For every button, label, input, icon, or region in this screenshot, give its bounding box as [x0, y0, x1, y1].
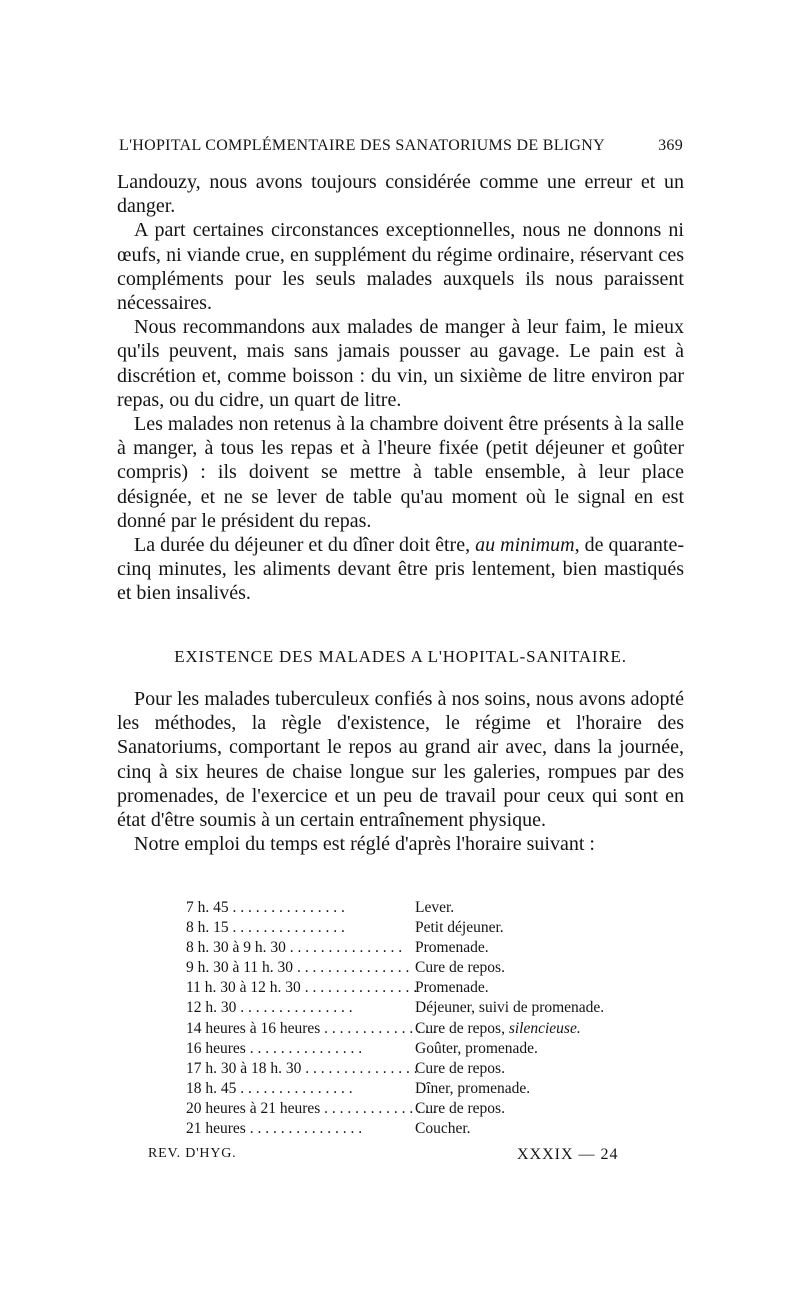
dot-leader: . . . . . . . . . . . . . . .: [320, 1099, 437, 1117]
footer-signature: XXXIX — 24: [517, 1146, 619, 1163]
paragraph-duration: [117, 533, 684, 606]
schedule-time: 21 heures: [186, 1120, 246, 1138]
schedule-activity: [415, 938, 666, 958]
activity-text: Promenade.: [415, 939, 489, 957]
body-text: [117, 170, 684, 606]
schedule-table: [186, 898, 666, 1139]
section-title: EXISTENCE DES MALADES A L'HOPITAL-SANITAIRE.: [174, 647, 627, 666]
activity-text: Petit déjeuner.: [415, 919, 504, 937]
schedule-row: [186, 1079, 666, 1099]
schedule-row: [186, 1099, 666, 1119]
dot-leader: . . . . . . . . . . . . . . .: [293, 959, 410, 977]
schedule-activity: [415, 998, 666, 1018]
running-header: [119, 137, 683, 155]
schedule-time-cell: [186, 1079, 415, 1099]
schedule-row: [186, 898, 666, 918]
schedule-row: [186, 1119, 666, 1139]
activity-text: Cure de repos.: [415, 1059, 505, 1077]
duration-emphasis: au minimum: [475, 534, 575, 557]
activity-text: Promenade.: [415, 979, 489, 997]
schedule-time-cell: [186, 1119, 415, 1139]
schedule-time-cell: [186, 1099, 437, 1119]
schedule-row: [186, 958, 666, 978]
dot-leader: . . . . . . . . . . . . . . .: [285, 939, 403, 957]
footer-journal: REV. D'HYG.: [148, 1146, 237, 1161]
schedule-activity: [415, 978, 666, 998]
schedule-row: [186, 1039, 666, 1059]
schedule-time: 17 h. 30 à 18 h. 30: [186, 1059, 302, 1077]
dot-leader: . . . . . . . . . . . . . . .: [236, 1079, 353, 1097]
schedule-time: 16 heures: [186, 1039, 246, 1057]
schedule-activity: [415, 1039, 666, 1059]
schedule-row: [186, 1019, 666, 1039]
schedule-time-cell: [186, 1039, 415, 1059]
paragraph: Landouzy, nous avons toujours considérée comme une erreur et un danger.: [117, 171, 684, 218]
activity-text: Cure de repos.: [415, 1099, 505, 1117]
activity-emphasis: silencieuse.: [508, 1019, 581, 1037]
activity-text: Coucher.: [415, 1120, 471, 1138]
schedule-activity: [415, 1059, 666, 1079]
page-number: 369: [658, 137, 683, 154]
schedule-time: 7 h. 45: [186, 899, 229, 916]
schedule-time: 12 h. 30: [186, 999, 237, 1017]
section-body: [117, 687, 684, 856]
schedule-activity: [415, 1119, 666, 1139]
dot-leader: . . . . . . . . . . . . . . .: [320, 1019, 437, 1037]
schedule-time-cell: [186, 918, 415, 938]
activity-text: Déjeuner, suivi de promenade.: [415, 999, 605, 1017]
header-title: L'HOPITAL COMPLÉMENTAIRE DES SANATORIUMS DE BLIGNY: [119, 137, 605, 154]
activity-text: Lever.: [415, 899, 455, 916]
dot-leader: . . . . . . . . . . . . . . .: [236, 999, 353, 1017]
schedule-activity: [415, 958, 666, 978]
paragraph: Notre emploi du temps est réglé d'après l'horaire suivant :: [134, 833, 595, 856]
schedule-time-cell: [186, 978, 418, 998]
activity-text: Cure de repos.: [415, 959, 505, 977]
duration-text-after: , de quarante-cinq minutes, les aliments devant être pris lentement, bien mastiqués et bien insalivés.: [117, 534, 684, 605]
paragraph: Les malades non retenus à la chambre doivent être présents à la salle à manger, à tous les repas et à l'heure fixée (petit déjeuner et goûter compris) : ils doivent se mettre à table ensemble, à leur place désignée, et ne se lever de table qu'au moment où le signal en est donné par le président du repas.: [117, 413, 684, 532]
dot-leader: . . . . . . . . . . . . . . .: [228, 899, 345, 916]
dot-leader: . . . . . . . . . . . . . . .: [301, 1059, 418, 1077]
schedule-activity: [415, 1079, 666, 1099]
schedule-row: [186, 938, 666, 958]
schedule-time: 8 h. 15: [186, 919, 229, 937]
schedule-time-cell: [186, 1059, 418, 1079]
dot-leader: . . . . . . . . . . . . . . .: [245, 1120, 363, 1138]
dot-leader: . . . . . . . . . . . . . . .: [228, 919, 345, 937]
activity-text: Dîner, promenade.: [415, 1079, 531, 1097]
duration-text-before: La durée du déjeuner et du dîner doit être,: [134, 534, 476, 557]
paragraph: Pour les malades tuberculeux confiés à nos soins, nous avons adopté les méthodes, la règle d'existence, le régime et l'horaire des Sanatoriums, comportant le repos au grand air avec, dans la journée, cinq à six heures de chaise longue sur les galeries, rompues par des promenades, de l'exercice et un peu de travail pour ceux qui sont en état d'être soumis à un certain entraînement physique.: [117, 688, 684, 832]
schedule-activity: [415, 1099, 666, 1119]
schedule-time-cell: [186, 998, 415, 1018]
schedule-time-cell: [186, 938, 415, 958]
schedule-time: 9 h. 30 à 11 h. 30: [186, 959, 294, 977]
schedule-time-cell: [186, 958, 415, 978]
activity-text: Goûter, promenade.: [415, 1039, 538, 1057]
schedule-row: [186, 978, 666, 998]
schedule-time-cell: [186, 1019, 437, 1039]
activity-text: Cure de repos,: [415, 1019, 509, 1037]
schedule-time: 8 h. 30 à 9 h. 30: [186, 939, 286, 957]
paragraph: Nous recommandons aux malades de manger à leur faim, le mieux qu'ils peuvent, mais sans jamais pousser au gavage. Le pain est à discrétion et, comme boisson : du vin, un sixième de litre environ par repas, ou du cidre, un quart de litre.: [117, 316, 684, 411]
schedule-activity: [415, 918, 666, 938]
schedule-time: 20 heures à 21 heures: [186, 1099, 321, 1117]
schedule-row: [186, 918, 666, 938]
dot-leader: . . . . . . . . . . . . . . .: [300, 979, 418, 997]
schedule-row: [186, 998, 666, 1018]
schedule-time: 18 h. 45: [186, 1079, 237, 1097]
schedule-activity: [415, 1019, 666, 1039]
schedule-time: 11 h. 30 à 12 h. 30: [186, 979, 301, 997]
schedule-time: 14 heures à 16 heures: [186, 1019, 321, 1037]
schedule-activity: [415, 898, 666, 918]
paragraph: A part certaines circonstances exceptionnelles, nous ne donnons ni œufs, ni viande crue, en supplément du régime ordinaire, réservant ces compléments pour les seuls malades auxquels ils nous paraissent nécessaires.: [117, 219, 684, 315]
dot-leader: . . . . . . . . . . . . . . .: [245, 1039, 363, 1057]
schedule-row: [186, 1059, 666, 1079]
schedule-time-cell: [186, 898, 415, 918]
